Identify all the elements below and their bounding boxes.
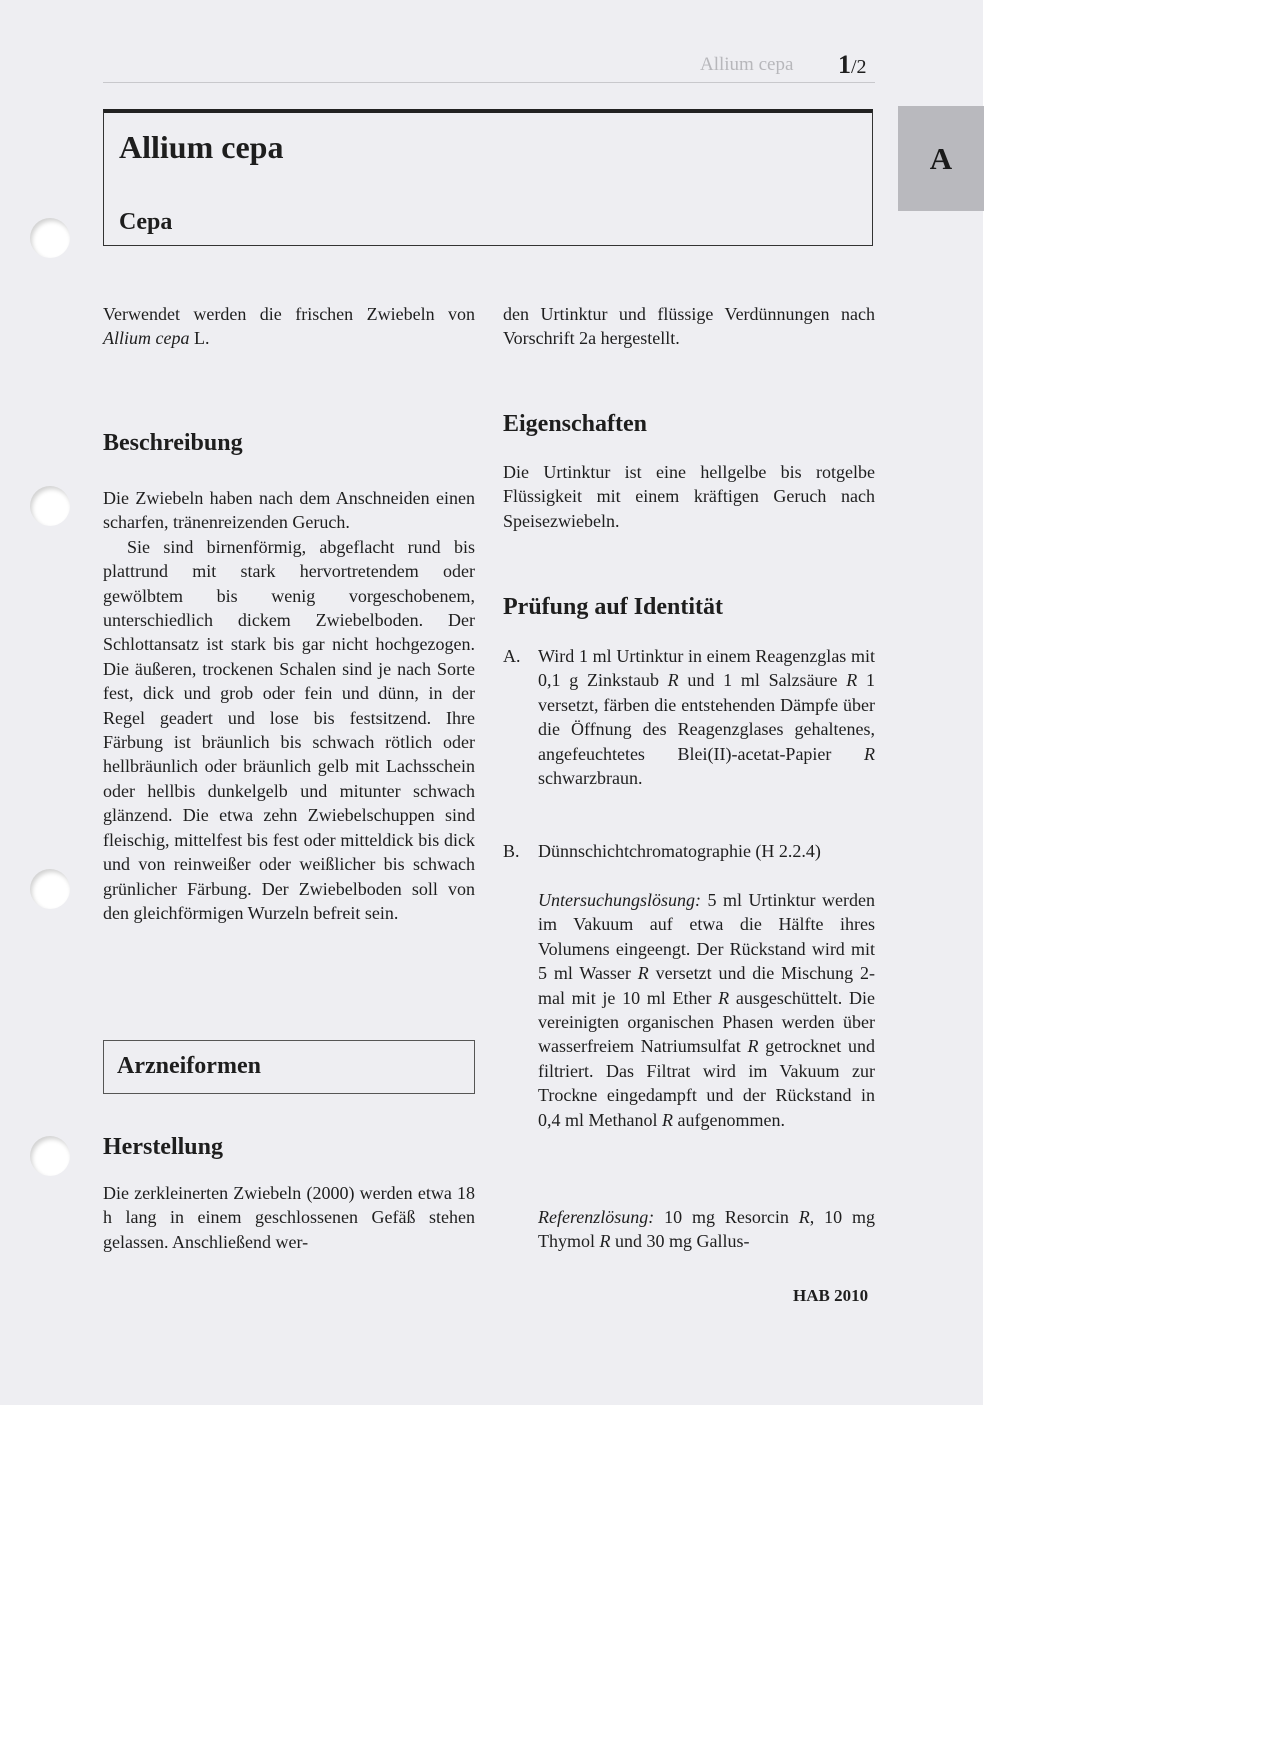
punch-hole bbox=[30, 218, 70, 258]
punch-hole bbox=[30, 869, 70, 909]
punch-hole bbox=[30, 486, 70, 526]
heading-beschreibung: Beschreibung bbox=[103, 430, 243, 456]
punch-hole bbox=[30, 1136, 70, 1176]
herstellung-text: Die zerkleinerten Zwiebeln (2000) werden etwa 18 h lang in einem geschlossenen Gefäß stehen gelassen. Anschließend wer- bbox=[103, 1183, 475, 1252]
heading-eigenschaften: Eigenschaften bbox=[503, 411, 647, 437]
test-item-b: B. Dünnschichtchromatographie (H 2.2.4) bbox=[503, 841, 821, 861]
section-tab: A bbox=[898, 106, 984, 211]
intro-paragraph: Verwendet werden die frischen Zwiebeln von Allium cepa L. bbox=[103, 304, 475, 349]
herstellung-continuation: den Urtinktur und flüssige Verdünnungen nach Vorschrift 2a hergestellt. bbox=[503, 304, 875, 349]
footer-edition: HAB 2010 bbox=[793, 1286, 869, 1305]
heading-pruefung: Prüfung auf Identität bbox=[503, 594, 724, 620]
beschreibung-text: Die Zwiebeln haben nach dem Anschneiden einen scharfen, tränenreizenden Geruch. Sie sind birnenförmig, abgeflacht rund bis plattrund mit stark hervortretendem oder gewölbtem bis wenig vorgeschobenem, unterschiedlich dickem Zwiebelboden. Der Schlottansatz ist stark bis gar nicht hochgezogen. Die äußeren, trockenen Schalen sind je nach Sorte fest, dick und grob oder fein und dünn, in der Regel geadert und lose bis festsitzend. Ihre Färbung ist bräunlich bis schwach rötlich oder hellbräunlich oder bräunlich gelb mit Lachsschein oder hellbis dunkelgelb und mitunter schwach glänzend. Die etwa zehn Zwiebelschuppen sind fleischig, mittelfest bis fest oder mitteldick bis dick und von reinweißer oder weißlicher bis schwach grünlicher Färbung. Der Zwiebelboden soll von den gleichförmigen Wurzeln befreit sein. bbox=[103, 488, 475, 923]
title-box bbox=[103, 109, 873, 246]
referenzloesung-text: Referenzlösung: 10 mg Resorcin R, 10 mg Thymol R und 30 mg Gallus- bbox=[538, 1207, 875, 1252]
header-rule bbox=[103, 82, 875, 83]
arzneiformen-box bbox=[103, 1040, 475, 1094]
monograph-subtitle: Cepa bbox=[119, 209, 173, 235]
running-title: Allium cepa bbox=[700, 54, 794, 75]
heading-arzneiformen: Arzneiformen bbox=[117, 1053, 261, 1079]
heading-herstellung: Herstellung bbox=[103, 1134, 223, 1160]
untersuchungsloesung-text: Untersuchungslösung: 5 ml Urtinktur werden im Vakuum auf etwa die Hälfte ihres Volumens eingeengt. Der Rückstand wird mit 5 ml Wasser R versetzt und die Mischung 2-mal mit je 10 ml Ether R ausgeschüttelt. Die vereinigten organischen Phasen werden über wasserfreiem Natriumsulfat R getrocknet und filtriert. Das Filtrat wird im Vakuum zur Trockne eingedampft und der Rückstand in 0,4 ml Methanol R aufgenommen. bbox=[538, 890, 876, 1130]
page-number: 1/2 bbox=[838, 50, 867, 79]
eigenschaften-text: Die Urtinktur ist eine hellgelbe bis rotgelbe Flüssigkeit mit einem kräftigen Geruch nach Speisezwiebeln. bbox=[503, 462, 875, 531]
test-item-a: A. Wird 1 ml Urtinktur in einem Reagenzglas mit 0,1 g Zinkstaub R und 1 ml Salzsäure R 1 versetzt, färben die entstehenden Dämpfe über die Öffnung des Reagenzglases gehaltenes, angefeuchtetes Blei(II)-acetat-Papier R schwarzbraun. bbox=[503, 646, 875, 789]
monograph-title: Allium cepa bbox=[119, 129, 284, 165]
